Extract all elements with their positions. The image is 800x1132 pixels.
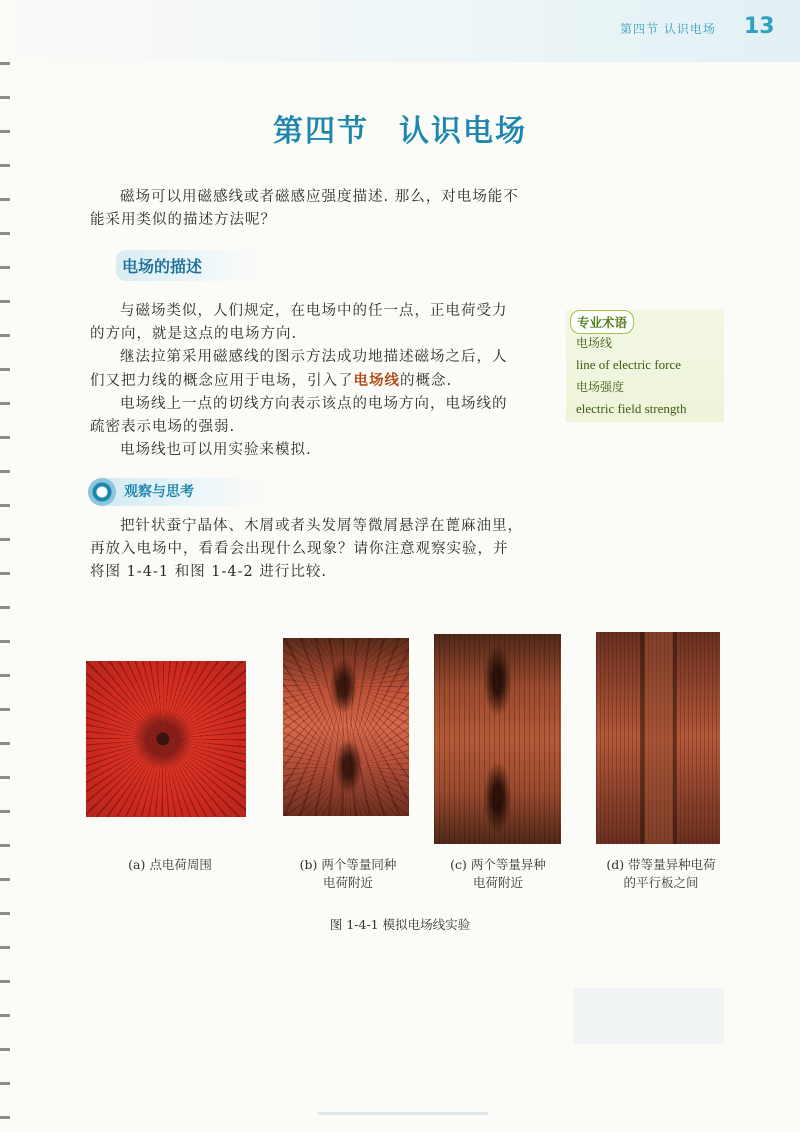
caption-d: (d) 带等量异种电荷 的平行板之间 [606,857,716,890]
body-paragraphs [90,300,550,462]
bleed-through-region [574,988,724,1044]
binding-holes [0,0,10,1132]
caption-b: (b) 两个等量同种 电荷附近 [299,857,397,890]
photo-unlike-charges [434,634,561,844]
subsection-heading: 电场的描述 [116,250,262,281]
body-p3-line-2: 疏密表示电场的强弱. [90,419,236,435]
glossary-box [566,310,724,422]
intro-paragraph [90,186,550,232]
activity-line-2: 再放入电场中，看看会出现什么现象？请你注意观察实验，并 [90,541,509,557]
body-p2-line-2a: 们又把力线的概念应用于电场，引入了 [90,373,354,389]
activity-line-3: 将图 1-4-1 和图 1-4-2 进行比较. [90,564,327,580]
observe-think-text: 观察与思考 [124,484,194,500]
term-electric-field-line: 电场线 [353,372,400,389]
glossary-title: 专业术语 [570,310,634,334]
body-p4-line-1: 电场线也可以用实验来模拟. [120,442,312,458]
body-p2-line-1: 继法拉第采用磁感线的图示方法成功地描述磁场之后，人 [120,349,508,365]
activity-line-1: 把针状蚕宁晶体、木屑或者头发屑等微屑悬浮在蓖麻油里， [120,518,523,534]
caption-a: (a) 点电荷周围 [128,857,212,872]
intro-line-1: 磁场可以用磁感线或者磁感应强度描述. 那么，对电场能不 [120,189,519,205]
body-p2-line-2b: 的概念. [400,373,453,389]
body-p3-line-1: 电场线上一点的切线方向表示该点的电场方向，电场线的 [120,396,508,412]
activity-paragraph [90,515,560,584]
body-p1-line-2: 的方向，就是这点的电场方向. [90,326,298,342]
page-number: 13 [744,14,775,39]
section-title [0,106,800,150]
photo-like-charges [283,638,409,816]
glossary-item: 电场线 [576,336,613,350]
section-title-text: 认识电场 [399,114,527,149]
body-p1-line-1: 与磁场类似，人们规定，在电场中的任一点，正电荷受力 [120,303,508,319]
running-head: 第四节 认识电场 [620,22,716,36]
caption-c: (c) 两个等量异种 电荷附近 [450,857,546,890]
bottom-rule [318,1112,488,1115]
glossary-item: electric field strength [576,401,687,416]
figure-title: 图 1-4-1 模拟电场线实验 [329,917,471,932]
photo-parallel-plates [596,632,720,844]
intro-line-2: 能采用类似的描述方法呢？ [90,212,276,228]
photo-point-charge [86,661,246,817]
section-title-number: 第四节 [273,114,369,149]
observe-think-label [88,478,264,506]
glossary-item: 电场强度 [576,380,625,394]
eye-icon [88,478,116,506]
glossary-item: line of electric force [576,357,682,372]
